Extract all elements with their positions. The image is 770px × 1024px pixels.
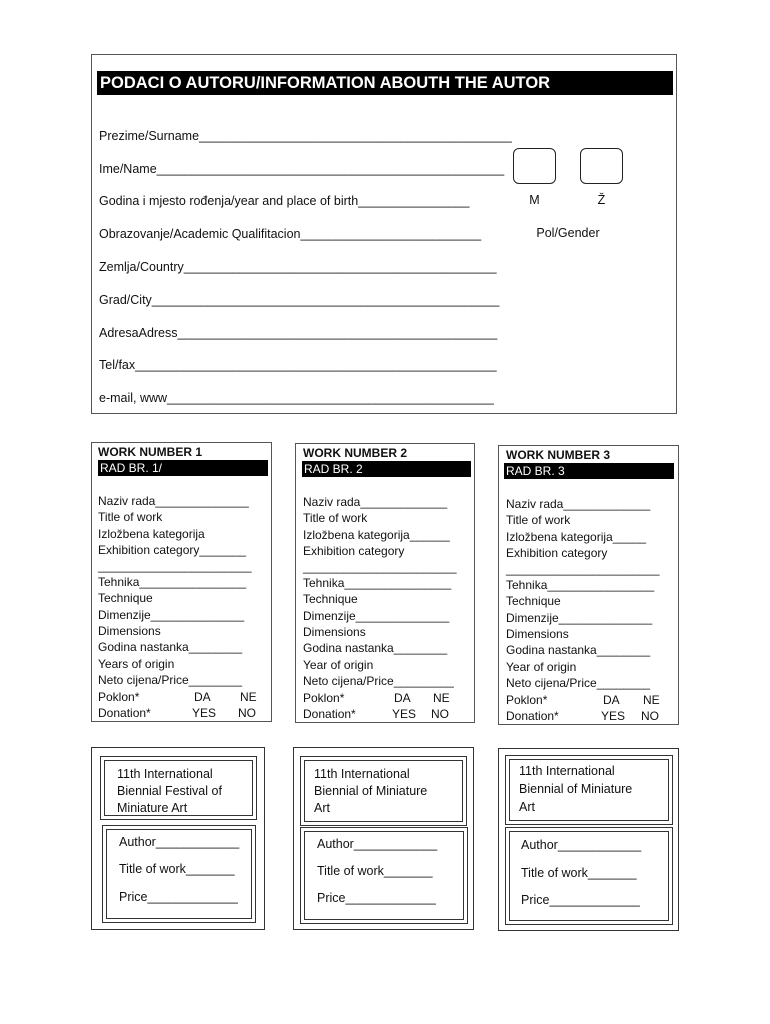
- work-1-gift-da[interactable]: DA: [194, 690, 211, 704]
- work-1-line[interactable]: Tehnika________________: [98, 575, 247, 589]
- work-2-line: Technique: [303, 592, 358, 606]
- label-2-author-field[interactable]: Author____________: [317, 837, 438, 851]
- label-3-price-field[interactable]: Price_____________: [521, 893, 640, 907]
- author-section-title: PODACI O AUTORU/INFORMATION ABOUTH THE AUTOR: [97, 71, 673, 95]
- work-3-gift-da[interactable]: DA: [603, 693, 620, 707]
- work-1-line: Years of origin: [98, 657, 175, 671]
- work-3-gift-label: Poklon*: [506, 693, 548, 707]
- work-3-line: Dimensions: [506, 627, 569, 641]
- label-1-price-field[interactable]: Price_____________: [119, 890, 238, 904]
- education-field[interactable]: Obrazovanje/Academic Qualifitacion__________________________: [99, 227, 482, 241]
- work-3-gift-ne[interactable]: NE: [643, 693, 660, 707]
- work-1-line[interactable]: Godina nastanka________: [98, 640, 243, 654]
- work-1-line[interactable]: Exhibition category_______: [98, 543, 247, 557]
- work-2-line[interactable]: Tehnika________________: [303, 576, 452, 590]
- work-3-donation-no[interactable]: NO: [641, 709, 659, 723]
- work-3-line[interactable]: Godina nastanka________: [506, 643, 651, 657]
- label-2-title-field[interactable]: Title of work_______: [317, 864, 433, 878]
- birth-field[interactable]: Godina i mjesto rođenja/year and place of birth________________: [99, 194, 470, 208]
- work-1-donation-label: Donation*: [98, 706, 151, 720]
- work-3-donation-yes[interactable]: YES: [601, 709, 626, 723]
- work-2-line[interactable]: _______________________: [303, 560, 457, 574]
- label-1-event-line: Miniature Art: [117, 801, 188, 815]
- work-3-line: Title of work: [506, 513, 571, 527]
- work-2-bar: RAD BR. 2: [302, 461, 471, 477]
- work-1-heading: WORK NUMBER 1: [98, 445, 202, 459]
- label-2-price-field[interactable]: Price_____________: [317, 891, 436, 905]
- work-1-line: Title of work: [98, 510, 163, 524]
- label-card-2: [293, 747, 474, 930]
- work-1-bar: RAD BR. 1/: [98, 460, 268, 476]
- name-field[interactable]: Ime/Name__________________________________________________: [99, 162, 505, 176]
- work-1-gift-label: Poklon*: [98, 690, 140, 704]
- work-2-line[interactable]: Neto cijena/Price_________: [303, 674, 454, 688]
- work-1-gift-ne[interactable]: NE: [240, 690, 257, 704]
- gender-m-checkbox[interactable]: [513, 148, 556, 184]
- work-3-line: Exhibition category: [506, 546, 608, 560]
- label-3-event-line: 11th International: [519, 764, 615, 778]
- work-2-line[interactable]: Izložbena kategorija______: [303, 528, 450, 542]
- work-1-donation-no[interactable]: NO: [238, 706, 256, 720]
- gender-z-checkbox[interactable]: [580, 148, 623, 184]
- label-3-event-line: Art: [519, 800, 535, 814]
- work-2-line[interactable]: Naziv rada_____________: [303, 495, 448, 509]
- work-2-heading: WORK NUMBER 2: [303, 446, 407, 460]
- work-2-line: Exhibition category: [303, 544, 405, 558]
- work-1-line: Technique: [98, 591, 153, 605]
- work-3-line: Year of origin: [506, 660, 577, 674]
- country-field[interactable]: Zemlja/Country_____________________________________________: [99, 260, 497, 274]
- work-2-line: Year of origin: [303, 658, 374, 672]
- label-1-author-field[interactable]: Author____________: [119, 835, 240, 849]
- work-3-line[interactable]: _______________________: [506, 562, 660, 576]
- label-2-event-line: Art: [314, 801, 330, 815]
- label-2-event-line: 11th International: [314, 767, 410, 781]
- work-number-3-box: [498, 445, 679, 725]
- gender-m-label: M: [529, 193, 540, 207]
- work-1-line[interactable]: _______________________: [98, 559, 252, 573]
- label-3-author-field[interactable]: Author____________: [521, 838, 642, 852]
- work-2-line[interactable]: Godina nastanka________: [303, 641, 448, 655]
- work-3-line[interactable]: Izložbena kategorija_____: [506, 530, 647, 544]
- work-3-line[interactable]: Neto cijena/Price________: [506, 676, 651, 690]
- work-1-line: Dimensions: [98, 624, 161, 638]
- label-3-event-line: Biennial of Miniature: [519, 782, 633, 796]
- work-2-line[interactable]: Dimenzije______________: [303, 609, 450, 623]
- work-3-heading: WORK NUMBER 3: [506, 448, 610, 462]
- work-1-line[interactable]: Naziv rada______________: [98, 494, 249, 508]
- work-3-bar: RAD BR. 3: [504, 463, 674, 479]
- work-3-donation-label: Donation*: [506, 709, 559, 723]
- label-3-title-field[interactable]: Title of work_______: [521, 866, 637, 880]
- work-1-line: Izložbena kategorija: [98, 527, 205, 541]
- work-2-gift-label: Poklon*: [303, 691, 345, 705]
- gender-z-label: Ž: [597, 193, 606, 207]
- label-1-event-line: Biennial Festival of: [117, 784, 222, 798]
- tel-fax-field[interactable]: Tel/fax____________________________________________________: [99, 358, 497, 372]
- email-field[interactable]: e-mail, www_______________________________________________: [99, 391, 494, 405]
- label-1-event-line: 11th International: [117, 767, 213, 781]
- work-1-line[interactable]: Dimenzije______________: [98, 608, 245, 622]
- surname-field[interactable]: Prezime/Surname_____________________________________________: [99, 129, 512, 143]
- work-2-donation-yes[interactable]: YES: [392, 707, 417, 721]
- city-field[interactable]: Grad/City__________________________________________________: [99, 293, 500, 307]
- work-2-line: Dimensions: [303, 625, 366, 639]
- work-2-line: Title of work: [303, 511, 368, 525]
- work-number-2-box: [295, 443, 475, 723]
- label-2-event-line: Biennial of Miniature: [314, 784, 428, 798]
- work-number-1-box: [91, 442, 272, 722]
- label-card-3: [498, 748, 679, 931]
- work-3-line: Technique: [506, 594, 561, 608]
- address-field[interactable]: AdresaAdress______________________________________________: [99, 326, 498, 340]
- label-1-title-field[interactable]: Title of work_______: [119, 862, 235, 876]
- work-2-gift-da[interactable]: DA: [394, 691, 411, 705]
- work-3-line[interactable]: Naziv rada_____________: [506, 497, 651, 511]
- work-2-donation-no[interactable]: NO: [431, 707, 449, 721]
- work-2-donation-label: Donation*: [303, 707, 356, 721]
- work-1-line[interactable]: Neto cijena/Price________: [98, 673, 243, 687]
- label-card-1: [91, 747, 265, 930]
- work-1-donation-yes[interactable]: YES: [192, 706, 217, 720]
- work-2-gift-ne[interactable]: NE: [433, 691, 450, 705]
- work-3-line[interactable]: Dimenzije______________: [506, 611, 653, 625]
- work-3-line[interactable]: Tehnika________________: [506, 578, 655, 592]
- gender-label: Pol/Gender: [536, 226, 600, 240]
